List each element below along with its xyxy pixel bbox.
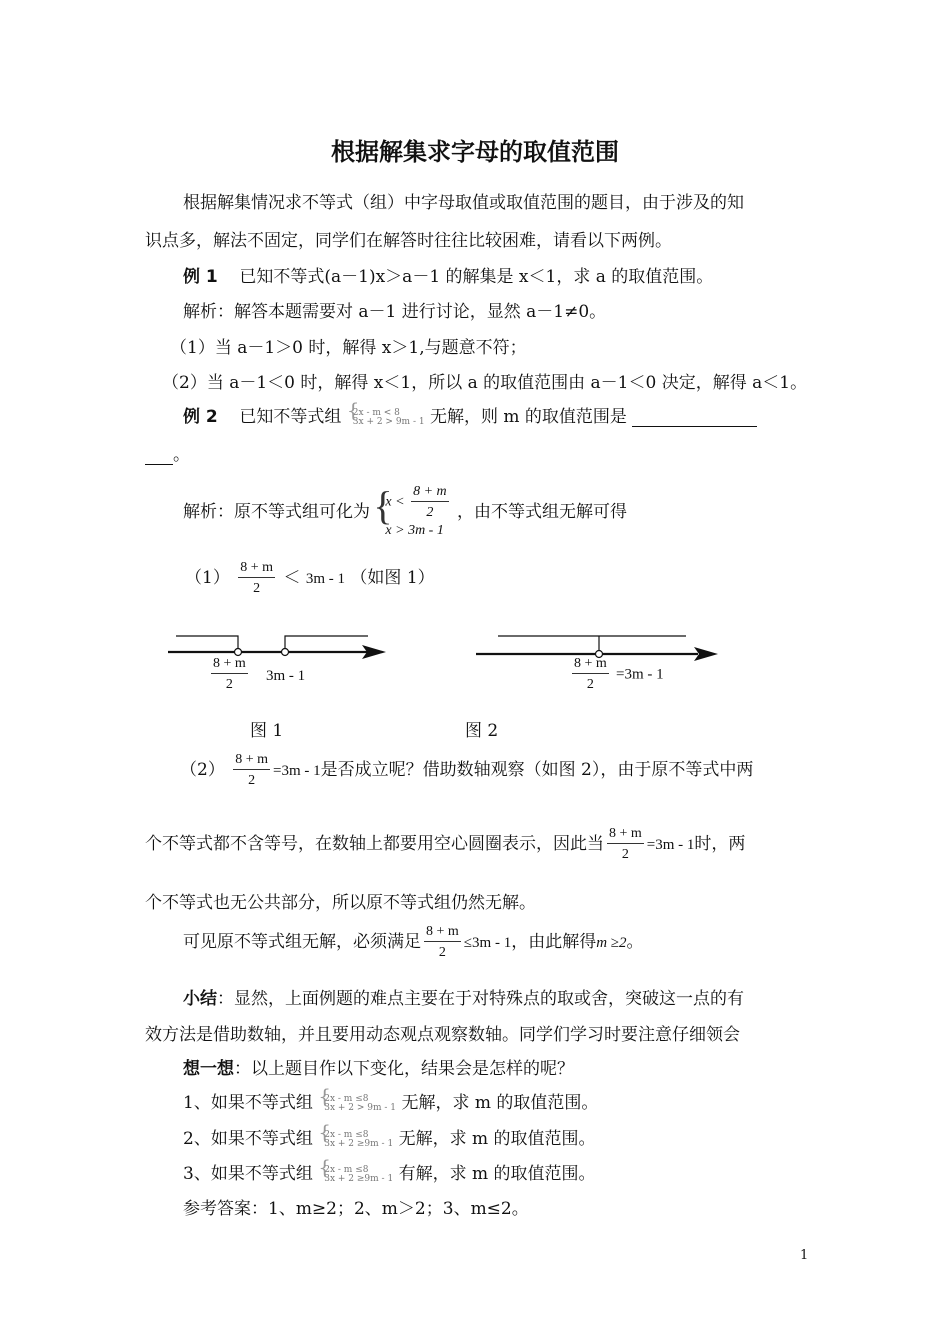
case-2-line-2-fraction — [607, 826, 644, 863]
case-1-relation: ＜ — [283, 567, 301, 588]
figure-2-rhs: =3m - 1 — [616, 666, 664, 683]
conclusion — [183, 924, 644, 961]
question-3-a: 3、如果不等式组 — [183, 1164, 313, 1184]
case-2-line-3: 个不等式也无公共部分，所以原不等式组仍然无解。 — [145, 893, 536, 913]
example-1-text: 已知不等式(a－1)x＞a－1 的解集是 x＜1，求 a 的取值范围。 — [239, 267, 714, 287]
figure-1-fraction-numerator: 8 + m — [211, 656, 248, 674]
think — [183, 1054, 574, 1079]
question-3-system-line-2: 3x + 2 ≥9m - 1 — [324, 1173, 394, 1184]
reduced-system — [375, 484, 451, 541]
figure-2-fraction — [572, 656, 609, 693]
question-2-system-line-1: { 2x - m ≤8 — [324, 1129, 369, 1140]
figure-1-fraction-denominator: 2 — [225, 677, 233, 693]
figure-1-number-line — [160, 628, 400, 668]
summary-label: 小结 — [183, 989, 217, 1009]
question-1-b: 无解，求 m 的取值范围。 — [401, 1093, 599, 1113]
case-2-label: （2） — [180, 759, 225, 780]
case-2-fraction-denominator: 2 — [248, 773, 256, 789]
example-2-text-c: 。 — [173, 445, 190, 465]
question-3 — [183, 1159, 596, 1184]
case-1-fraction-numerator: 8 + m — [238, 560, 275, 578]
example-1-label: 例 1 — [183, 267, 218, 287]
case-2-line-2-b: 时，两 — [694, 833, 746, 854]
example-2-label: 例 2 — [183, 407, 218, 427]
answer-blank-cont — [145, 446, 173, 465]
answer-blank — [632, 408, 757, 427]
example-2 — [183, 402, 757, 427]
figure-1-left-label — [208, 656, 251, 693]
example-2-system — [347, 409, 425, 427]
conclusion-fraction-numerator: 8 + m — [424, 924, 461, 942]
reduced-system-fraction — [411, 484, 449, 521]
case-2 — [180, 752, 753, 789]
conclusion-a: 可见原不等式组无解，必须满足 — [183, 931, 421, 952]
conclusion-c: 。 — [626, 931, 644, 952]
intro-line-2: 识点多，解法不固定，同学们在解答时往往比较困难，请看以下两例。 — [145, 231, 672, 251]
intro-line-1: 根据解集情况求不等式（组）中字母取值或取值范围的题目，由于涉及的知 — [183, 193, 744, 213]
question-2 — [183, 1124, 596, 1149]
analysis-2-text-b: ，由不等式组无解可得 — [457, 501, 628, 522]
analysis-2-text-a: 解析：原不等式组可化为 — [183, 501, 370, 522]
example-2-text-a: 已知不等式组 — [239, 407, 342, 427]
case-2-fraction — [233, 752, 270, 789]
figure-2-caption: 图 2 — [465, 721, 499, 741]
case-1-fraction-denominator: 2 — [253, 581, 261, 597]
case-2-line-2-rhs: =3m - 1 — [646, 836, 695, 853]
example-2-system-line-1: { 2x - m < 8 — [352, 407, 400, 418]
figure-1-open-circle-right — [282, 649, 289, 656]
case-1-rhs: 3m - 1 — [305, 570, 346, 587]
page-title: 根据解集求字母的取值范围 — [331, 138, 619, 166]
figure-1-right-label: 3m - 1 — [266, 668, 306, 684]
case-2-line-2-fraction-numerator: 8 + m — [607, 826, 644, 844]
question-2-a: 2、如果不等式组 — [183, 1129, 313, 1149]
case-1 — [185, 560, 435, 597]
question-1 — [183, 1088, 598, 1113]
case-1-tail: （如图 1） — [350, 567, 435, 588]
case-2-rhs: =3m - 1 — [273, 762, 321, 779]
figure-1-open-circle-left — [235, 649, 242, 656]
figure-1-left-ray — [176, 636, 238, 652]
example-2-analysis — [183, 484, 627, 541]
example-1-case-2: （2）当 a－1＜0 时，解得 x＜1，所以 a 的取值范围由 a－1＜0 决定，解得 a＜1。 — [162, 373, 808, 393]
question-2-system — [318, 1131, 393, 1149]
question-1-a: 1、如果不等式组 — [183, 1093, 313, 1113]
figure-1-right-ray — [285, 636, 368, 652]
conclusion-fraction — [424, 924, 461, 961]
fraction-numerator: 8 + m — [411, 484, 449, 502]
example-2-system-line-2: 3x + 2 > 9m - 1 — [352, 416, 425, 427]
reduced-system-x1: x < — [385, 494, 405, 510]
example-2-text-b: 无解，则 m 的取值范围是 — [430, 407, 627, 427]
question-2-b: 无解，求 m 的取值范围。 — [398, 1129, 596, 1149]
summary-line-1: ：显然，上面例题的难点主要在于对特殊点的取或舍，突破这一点的有 — [217, 989, 744, 1009]
case-2-line-2-a: 个不等式都不含等号，在数轴上都要用空心圆圈表示，因此当 — [145, 833, 604, 854]
conclusion-rhs: ≤3m - 1 — [463, 934, 512, 951]
question-3-system-line-1: { 2x - m ≤8 — [324, 1164, 369, 1175]
question-3-system — [318, 1166, 393, 1184]
conclusion-fraction-denominator: 2 — [438, 945, 446, 961]
figure-2-fraction-numerator: 8 + m — [572, 656, 609, 674]
think-label: 想一想 — [183, 1059, 234, 1079]
reduced-system-line-2: x > 3m - 1 — [385, 522, 444, 538]
reference-answers: 参考答案：1、m≥2；2、m＞2；3、m≤2。 — [183, 1199, 529, 1219]
figure-1-caption: 图 1 — [250, 721, 284, 741]
figure-2-label — [569, 656, 664, 693]
case-1-fraction — [238, 560, 275, 597]
example-1 — [183, 262, 713, 287]
think-text: ：以上题目作以下变化，结果会是怎样的呢？ — [234, 1059, 574, 1079]
case-1-label: （1） — [185, 567, 230, 588]
conclusion-result: m ≥2 — [596, 934, 627, 951]
summary-line-2: 效方法是借助数轴，并且要用动态观点观察数轴。同学们学习时要注意仔细领会 — [145, 1025, 740, 1045]
question-1-system-line-1: { 2x - m ≤8 — [324, 1093, 369, 1104]
page-number: 1 — [800, 1248, 809, 1263]
case-2-fraction-numerator: 8 + m — [233, 752, 270, 770]
example-1-analysis: 解析：解答本题需要对 a－1 进行讨论，显然 a－1≠0。 — [183, 302, 607, 322]
example-1-case-1: （1）当 a－1＞0 时，解得 x＞1,与题意不符； — [170, 338, 527, 358]
summary — [183, 984, 744, 1009]
figure-2-fraction-denominator: 2 — [586, 677, 594, 693]
case-2-line-2 — [145, 826, 745, 863]
conclusion-b: ，由此解得 — [511, 931, 597, 952]
fraction-denominator: 2 — [426, 505, 434, 521]
reduced-system-line-1 — [385, 484, 451, 521]
case-2-tail: 是否成立呢？借助数轴观察（如图 2），由于原不等式中两 — [320, 759, 754, 780]
question-1-system — [318, 1095, 396, 1113]
case-2-line-2-fraction-denominator: 2 — [621, 847, 629, 863]
figure-1-fraction — [211, 656, 248, 693]
example-2-continuation — [145, 440, 190, 465]
question-2-system-line-2: 3x + 2 ≥9m - 1 — [324, 1138, 394, 1149]
question-3-b: 有解，求 m 的取值范围。 — [398, 1164, 596, 1184]
question-1-system-line-2: 3x + 2 > 9m - 1 — [324, 1102, 397, 1113]
